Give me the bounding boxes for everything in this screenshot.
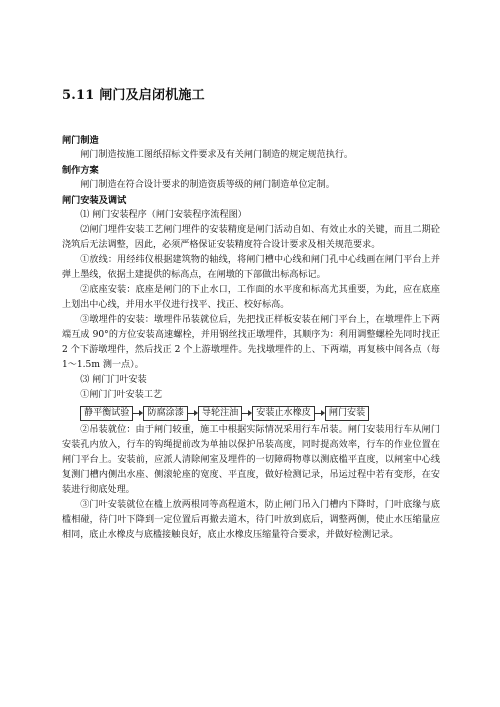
paragraph: 闸门制造在符合设计要求的制造资质等级的闸门制造单位定制。 bbox=[80, 180, 335, 190]
list-item: ③墩埋件的安装：墩埋件吊装就位后，先把找正样板安装在闸门平台上，在墩埋件上下两端互成 90°的方位安装高速螺栓，并用钢丝找正墩埋件，其顺序为：利用调整螺栓先同时找正 2 个下游墩埋件，然后找正 2 个上游墩埋件。先找墩埋件的上、下两端，再复核中间各点（每 1～1.5m 测一点）。 bbox=[62, 315, 440, 370]
process-flowchart bbox=[80, 405, 440, 421]
flow-step: 导轮注油 bbox=[198, 406, 242, 421]
flow-step: 防腐涂漆 bbox=[143, 406, 187, 421]
flow-step: 安装止水橡皮 bbox=[252, 406, 315, 421]
list-item: ①闸门门叶安装工艺 bbox=[80, 390, 163, 400]
heading-gate-manufacturing: 闸门制造 bbox=[62, 135, 99, 146]
list-item: ⑶ 闸门门叶安装 bbox=[80, 375, 147, 385]
arrow-right-icon bbox=[315, 413, 321, 414]
flow-step: 闸门安装 bbox=[325, 406, 369, 421]
list-item: ②底座安装：底座是闸门的下止水口，工作面的水平度和标高尤其重要，为此，应在底座上划出中心线，并用水平仪进行找平、找正、校好标高。 bbox=[62, 285, 440, 310]
arrow-right-icon bbox=[242, 413, 248, 414]
section-title: 5.11 闸门及启闭机施工 bbox=[62, 88, 205, 103]
arrow-right-icon bbox=[133, 413, 139, 414]
heading-production-plan: 制作方案 bbox=[62, 165, 99, 176]
list-item: ②吊装就位：由于闸门较重，施工中根据实际情况采用行车吊装。闸门安装用行车从闸门安装孔内放入，行车的钩绳提前改为单抽以保护吊装高度，同时提高效率，行车的作业位置在闸门平台上。安装前，应派人清除闸室及埋件的一切障碍物尊以测底槛平直度，以闸室中心线复测门槽内侧出水座、侧滚轮座的宽度、平直度，做好检测记录，吊运过程中若有变形，在安装进行彻底处理。 bbox=[62, 425, 440, 495]
document-body bbox=[62, 133, 440, 543]
list-item: ③门叶安装就位在槛上放两根同等高程道木，防止闸门吊入门槽内下降时，门叶底缘与底槛相碰，待门叶下降到一定位置后再撤去道木，待门叶放到底后，调整两侧，使止水压缩量应相同，底止水橡皮与底槛接触良好，底止水橡皮压缩量符合要求，并做好检测记录。 bbox=[62, 500, 440, 540]
paragraph: 闸门制造按施工图纸招标文件要求及有关闸门制造的规定规范执行。 bbox=[80, 150, 354, 160]
list-item: ⑴ 闸门安装程序（闸门安装程序流程图） bbox=[80, 210, 247, 220]
list-item: ①放线：用经纬仪根据建筑物的轴线，将闸门槽中心线和闸门孔中心线画在闸门平台上并弹上墨线，依据土建提供的标高点，在闸墩的下部做出标高标记。 bbox=[62, 255, 440, 280]
heading-installation-debugging: 闸门安装及调试 bbox=[62, 195, 127, 206]
arrow-right-icon bbox=[188, 413, 194, 414]
flow-step: 静平衡试验 bbox=[80, 406, 133, 421]
list-item: ⑵闸门埋件安装工艺闸门埋件的安装精度是闸门活动自如、有效止水的关键，而且二期砼浇筑后无法调整，因此，必须严格保证安装精度符合设计要求及相关规范要求。 bbox=[62, 225, 440, 250]
